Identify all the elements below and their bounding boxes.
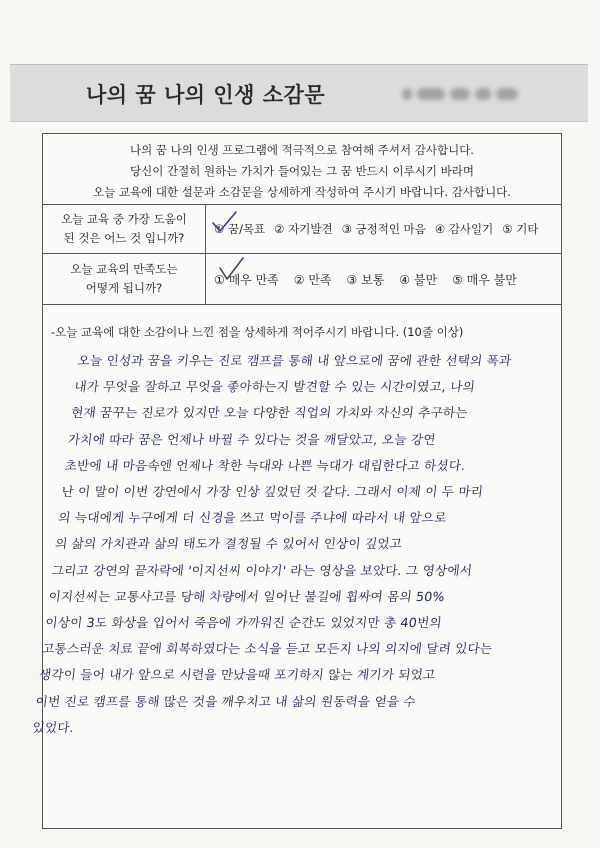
option-self-discovery[interactable]: ② 자기발견 <box>274 222 333 236</box>
option-satisfied[interactable]: ② 만족 <box>293 272 332 287</box>
essay-prompt: -오늘 교육에 대한 소감이나 느낀 점을 상세하게 적어주시기 바랍니다. (10줄 이상) <box>51 325 464 339</box>
answer-options <box>214 254 517 304</box>
survey-form <box>31 133 562 829</box>
essay-line: 초반에 내 마음속엔 언제나 착한 늑대와 나쁜 늑대가 대립한다고 하셨다. <box>63 457 467 473</box>
question-label-line: 된 것은 어느 것 입니까? <box>63 231 185 245</box>
intro-line: 오늘 교육에 대한 설문과 소감문을 상세하게 작성하여 주시기 바랍니다. 감사합니다. <box>93 185 511 199</box>
question-label <box>43 205 206 253</box>
redacted-name <box>402 85 542 103</box>
essay-line: 현재 꿈꾸는 진로가 있지만 오늘 다양한 직업의 가치와 자신의 추구하는 <box>70 405 469 421</box>
essay-line: 이번 진로 캠프를 통해 많은 것을 깨우치고 내 삶의 원동력을 얻을 수 <box>34 693 417 709</box>
essay-line: 그리고 강연의 끝자락에 '이지선씨 이야기' 라는 영상을 보았다. 그 영상에서 <box>50 562 474 578</box>
question-row-satisfaction <box>43 253 561 305</box>
essay-line: 고통스러운 치료 끝에 회복하였다는 소식을 듣고 모든지 나의 의지에 달려 있다는 <box>41 641 494 657</box>
intro-line: 나의 꿈 나의 인생 프로그램에 적극적으로 참여해 주셔서 감사합니다. <box>130 143 474 157</box>
handwritten-essay <box>31 348 579 741</box>
question-label-line: 어떻게 됩니까? <box>85 281 163 295</box>
essay-line: 가치에 따라 꿈은 언제나 바뀔 수 있다는 것을 깨달았고, 오늘 강연 <box>67 431 437 447</box>
question-label-line: 오늘 교육 중 가장 도움이 <box>61 212 187 226</box>
question-label-line: 오늘 교육의 만족도는 <box>70 262 178 276</box>
intro-line: 당신이 간절히 원하는 가치가 들어있는 그 꿈 반드시 이루시기 바라며 <box>130 164 474 178</box>
essay-line: 생각이 들어 내가 앞으로 시련을 만났을때 포기하지 않는 계기가 되었고 <box>38 667 437 683</box>
essay-line: 내가 무엇을 잘하고 무엇을 좋아하는지 발견할 수 있는 시간이였고, 나의 <box>73 379 476 395</box>
page-title: 나의 꿈 나의 인생 소감문 <box>86 83 326 107</box>
header-bar <box>10 64 588 122</box>
essay-line: 이상이 3도 화상을 입어서 죽음에 가까워진 순간도 있었지만 총 40번의 <box>44 615 443 631</box>
essay-line: 의 늑대에게 누구에게 더 신경을 쓰고 먹이를 주냐에 따라서 내 앞으로 <box>57 510 448 526</box>
option-very-satisfied[interactable]: ① 매우 만족 <box>214 272 279 287</box>
checkmark-icon <box>217 256 247 282</box>
question-row-helpful <box>43 204 561 253</box>
essay-line: 이지선씨는 교통사고를 당해 차량에서 일어난 불길에 휩싸여 몸의 50% <box>47 588 446 604</box>
option-positive-mind[interactable]: ③ 긍정적인 마음 <box>341 222 426 236</box>
option-neutral[interactable]: ③ 보통 <box>346 272 385 287</box>
essay-line: 있었다. <box>31 719 75 735</box>
option-dream-goal[interactable]: ① 꿈/목표 <box>214 222 266 236</box>
intro-text <box>43 140 561 203</box>
option-very-dissatisfied[interactable]: ⑤ 매우 불만 <box>452 272 517 287</box>
option-dissatisfied[interactable]: ④ 불만 <box>399 272 438 287</box>
checkmark-icon <box>209 209 239 235</box>
essay-line: 난 이 말이 이번 강연에서 가장 인상 깊었던 것 같다. 그래서 이제 이 두 마리 <box>60 484 485 500</box>
answer-options <box>214 205 538 253</box>
question-label <box>43 254 206 304</box>
essay-line: 의 삶의 가치관과 삶의 태도가 결정될 수 있어서 인상이 깊었고 <box>54 536 403 552</box>
essay-line: 오늘 인성과 꿈을 키우는 진로 캠프를 통해 내 앞으로에 꿈에 관한 선택의 폭과 <box>76 353 513 368</box>
option-gratitude-diary[interactable]: ④ 감사일기 <box>434 222 494 236</box>
option-other[interactable]: ⑤ 기타 <box>502 222 539 236</box>
